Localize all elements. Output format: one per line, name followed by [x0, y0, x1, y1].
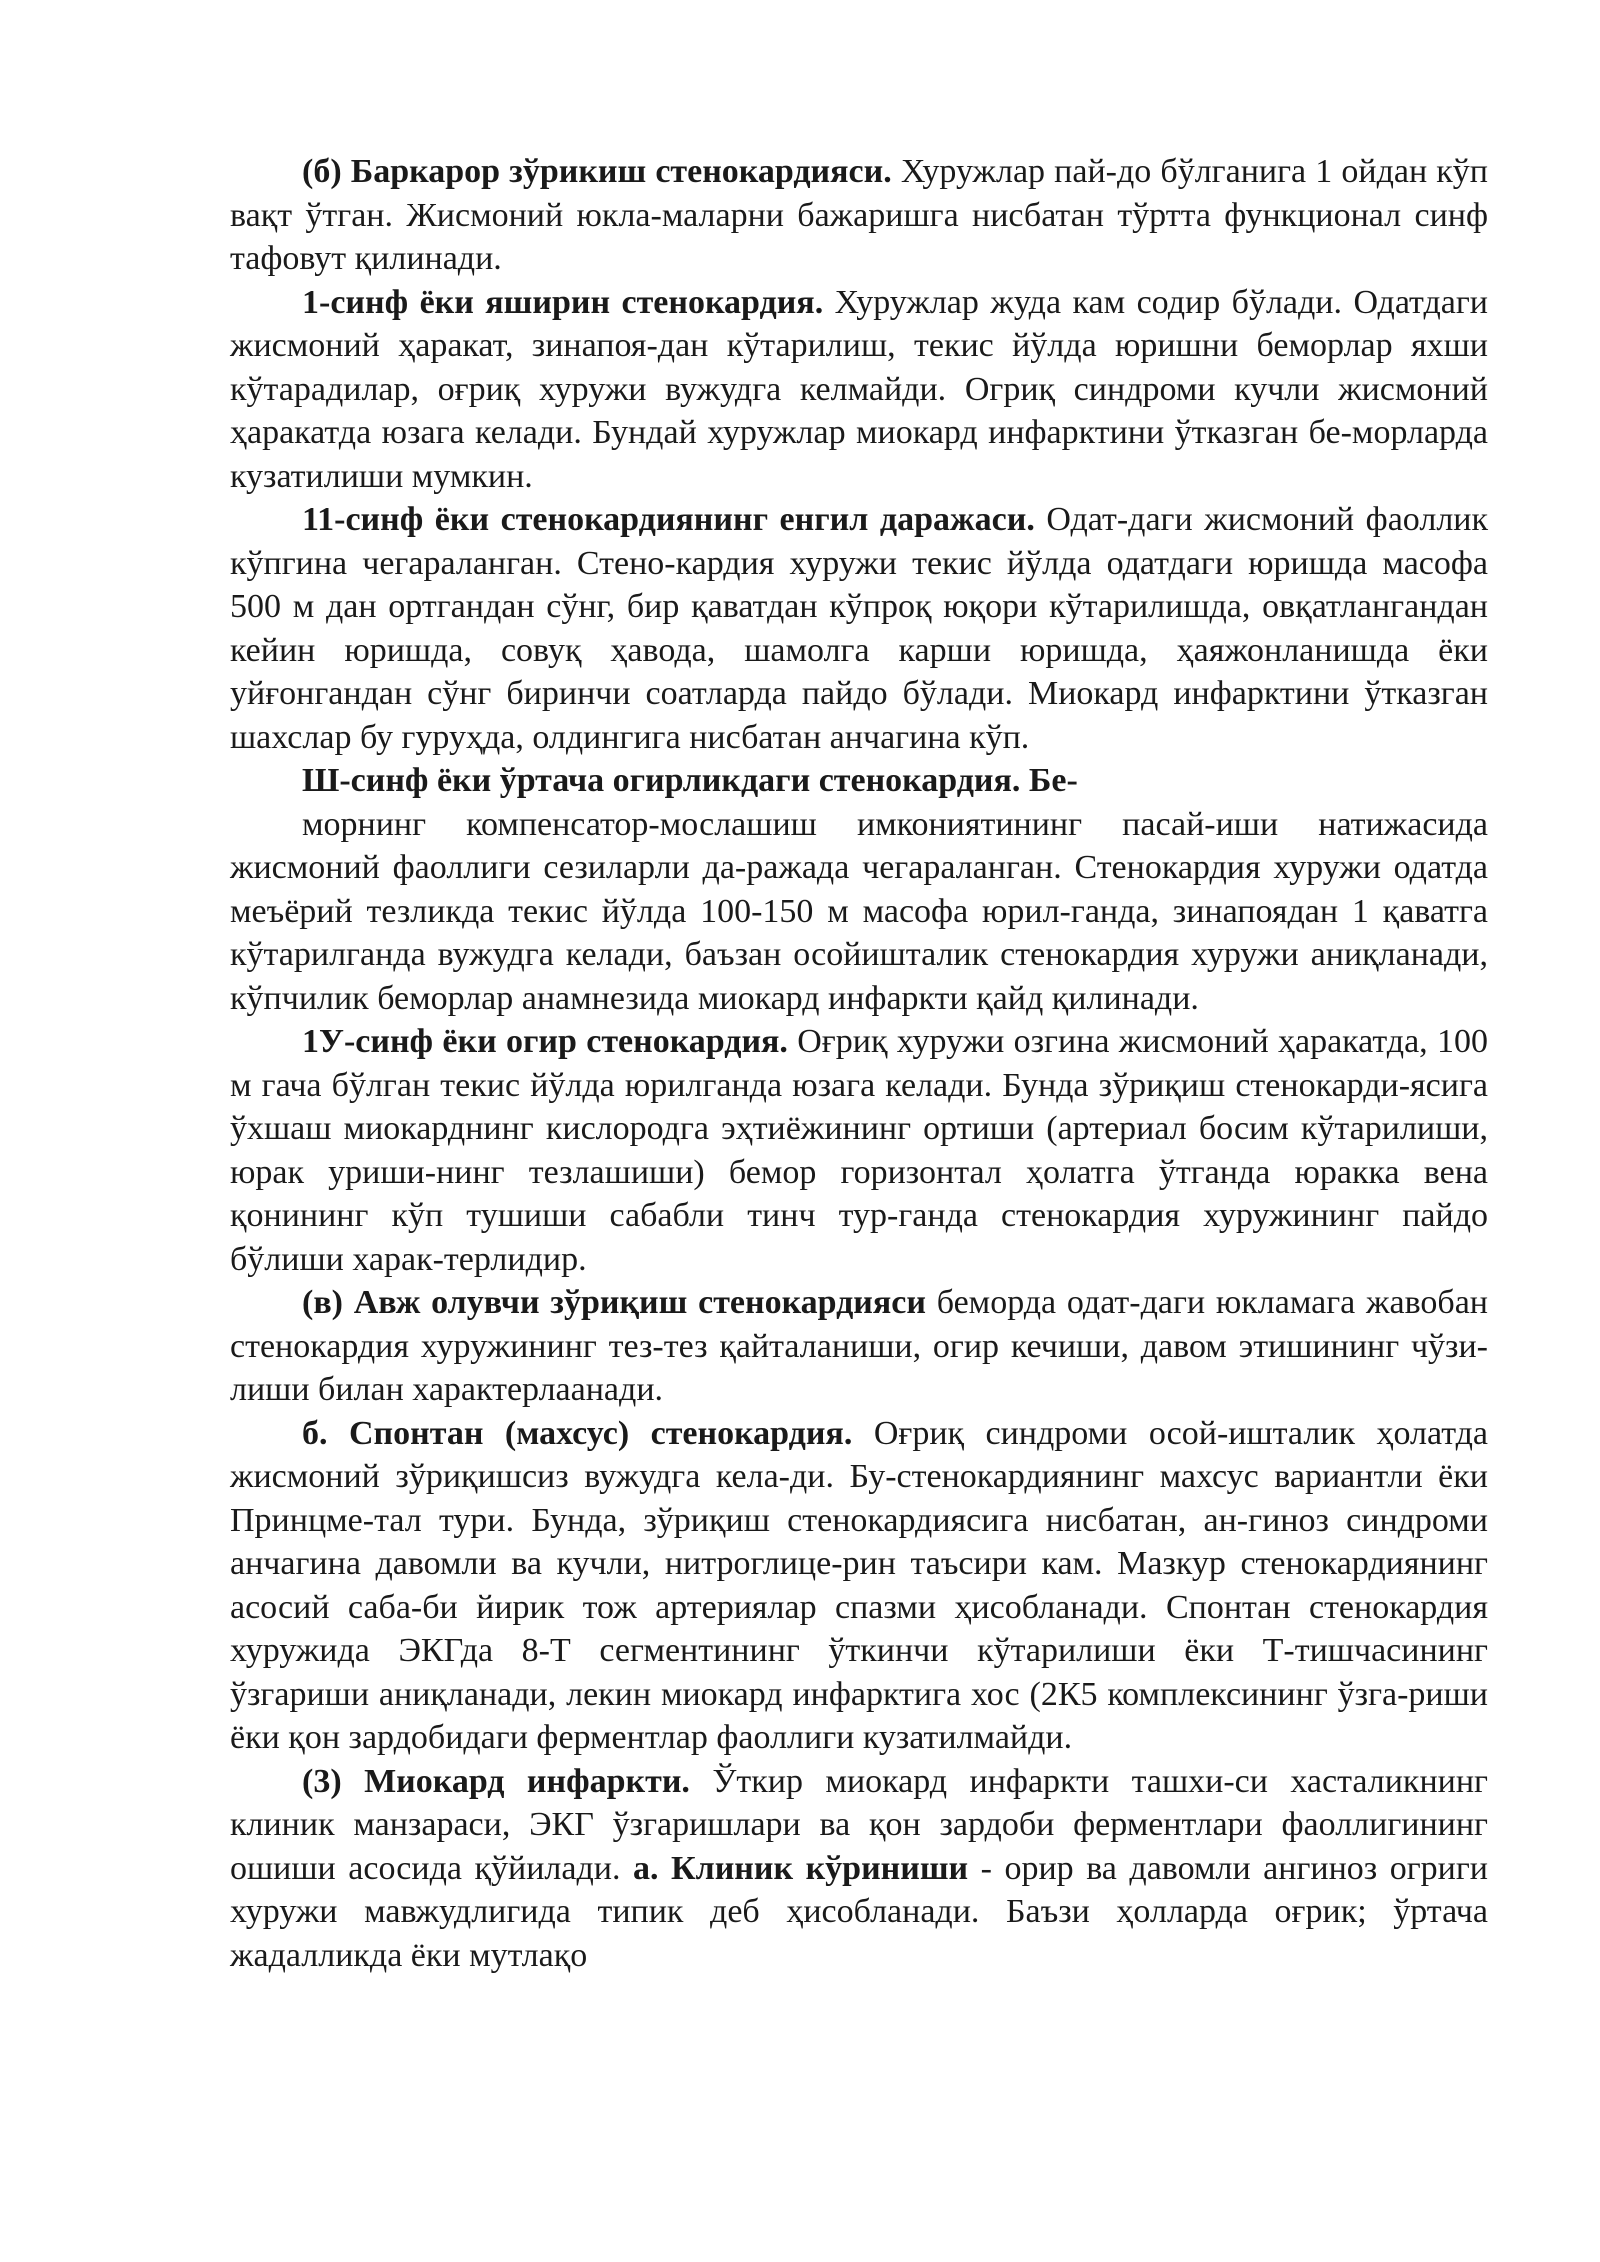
paragraph-text: Хуружлар пай-до бўлганига 1 ойдан кўп вақт ўтган. Жисмоний юкла-маларни бажаришга нисбатан тўртта функционал синф тафовут қилинади.	[230, 153, 1488, 277]
paragraph-text: Оғриқ синдроми осой-ишталик ҳолатда жисмоний зўриқишсиз вужудга кела-ди. Бу-стенокардиянинг махсус вариантли ёки Принцме-тал тури. Бунда, зўриқиш стенокардиясига нисбатан, ан-гиноз синдроми анчагина давомли ва кучли, нитроглице-рин таъсири кам. Мазкур стенокардиянинг асосий саба-би йирик тож артериялар спазми ҳисобланади. Спонтан стенокардия хуружида ЭКГда 8-Т сегментининг ўткинчи кўтарилиши ёки Т-тишчасининг ўзгариши аниқланади, лекин миокард инфарктига хос (2К5 комплексининг ўзга-риши ёки қон зардобидаги ферментлар фаоллиги кузатилмайди.	[230, 1414, 1488, 1756]
document-page	[230, 150, 1488, 1977]
paragraph-class-3-heading	[230, 759, 1488, 803]
paragraph-text: Ўткир миокард инфаркти ташхи-си хасталикнинг клиник манзараси, ЭКГ ўзгаришлари ва қон зардоби ферментлари фаоллигининг ошиши асосида қўйилади.	[230, 1762, 1488, 1887]
paragraph-myocardial-infarction	[230, 1760, 1488, 1978]
paragraph-progressive-angina	[230, 1281, 1488, 1412]
paragraph-heading: 1У-синф ёки огир стенокардия.	[302, 1023, 788, 1060]
paragraph-heading: (3) Миокард инфаркти.	[302, 1762, 690, 1800]
paragraph-heading: (б) Баркарор зўрикиш стенокардияси.	[302, 153, 892, 190]
paragraph-spontaneous-angina	[230, 1412, 1488, 1760]
paragraph-class-3-text	[230, 803, 1488, 1021]
paragraph-text: Оғриқ хуружи озгина жисмоний ҳаракатда, 100 м гача бўлган текис йўлда юрилганда юзага келади. Бунда зўриқиш стенокарди-ясига ўхшаш миокарднинг кислородга эҳтиёжининг ортиши (артериал босим кўтарилиши, юрак уриши-нинг тезлашиши) бемор горизонтал ҳолатга ўтганда юракка вена қонининг кўп тушиши сабабли тинч тур-ганда стенокардия хуружининг пайдо бўлиши харак-терлидир.	[230, 1023, 1488, 1278]
paragraph-class-4	[230, 1020, 1488, 1281]
paragraph-heading: 11-синф ёки стенокардиянинг енгил даражаси.	[302, 501, 1035, 538]
paragraph-text: Хуружлар жуда кам содир бўлади. Одатдаги жисмоний ҳаракат, зинапоя-дан кўтарилиш, текис йўлда юришни беморлар яхши кўтарадилар, оғриқ хуружи вужудга келмайди. Огриқ синдроми кучли жисмоний ҳаракатда юзага келади. Бундай хуружлар миокард инфарктини ўтказган бе-морларда кузатилиши мумкин.	[230, 283, 1488, 495]
paragraph-heading: 1-синф ёки яширин стенокардия.	[302, 283, 824, 321]
paragraph-heading: б. Спонтан (махсус) стенокардия.	[302, 1414, 853, 1452]
paragraph-subheading: а. Клиник кўриниши	[632, 1849, 969, 1887]
paragraph-text: беморда одат-даги юкламага жавобан стенокардия хуружининг тез-тез қайталаниши, огир кечиши, давом этишининг чўзи-лиши билан характерлаанади.	[230, 1284, 1488, 1408]
paragraph-class-1	[230, 281, 1488, 499]
paragraph-class-2	[230, 498, 1488, 759]
paragraph-heading: Ш-синф ёки ўртача огирликдаги стенокардия. Бе-	[302, 762, 1078, 799]
paragraph-text: Одат-даги жисмоний фаоллик кўпгина чегараланган. Стено-кардия хуружи текис йўлда одатдаги юришда масофа 500 м дан ортгандан сўнг, бир қаватдан кўпроқ юқори кўтарилишда, овқатлангандан кейин юришда, совуқ ҳавода, шамолга карши юришда, ҳаяжонланишда ёки уйғонгандан сўнг биринчи соатларда пайдо бўлади. Миокард инфарктини ўтказган шахслар бу гуруҳда, олдингига нисбатан анчагина кўп.	[230, 501, 1488, 756]
paragraph-text: морнинг компенсатор-мослашиш имкониятининг пасай-иши натижасида жисмоний фаоллиги сезиларли да-ражада чегараланган. Стенокардия хуружи одатда меъёрий тезликда текис йўлда 100-150 м масофа юрил-ганда, зинапоядан 1 қаватга кўтарилганда вужудга келади, баъзан осойишталик стенокардия хуружи аниқланади, кўпчилик беморлар анамнезида миокард инфаркти қайд қилинади.	[230, 805, 1488, 1017]
paragraph-heading: (в) Авж олувчи зўриқиш стенокардияси	[302, 1284, 926, 1321]
paragraph-text-continued: - орир ва давомли ангиноз огриги хуружи мавжудлигида типик деб ҳисобланади. Баъзи ҳолларда оғрик; ўртача жадалликда ёки мутлақо	[230, 1849, 1488, 1974]
paragraph-stable-angina	[230, 150, 1488, 281]
